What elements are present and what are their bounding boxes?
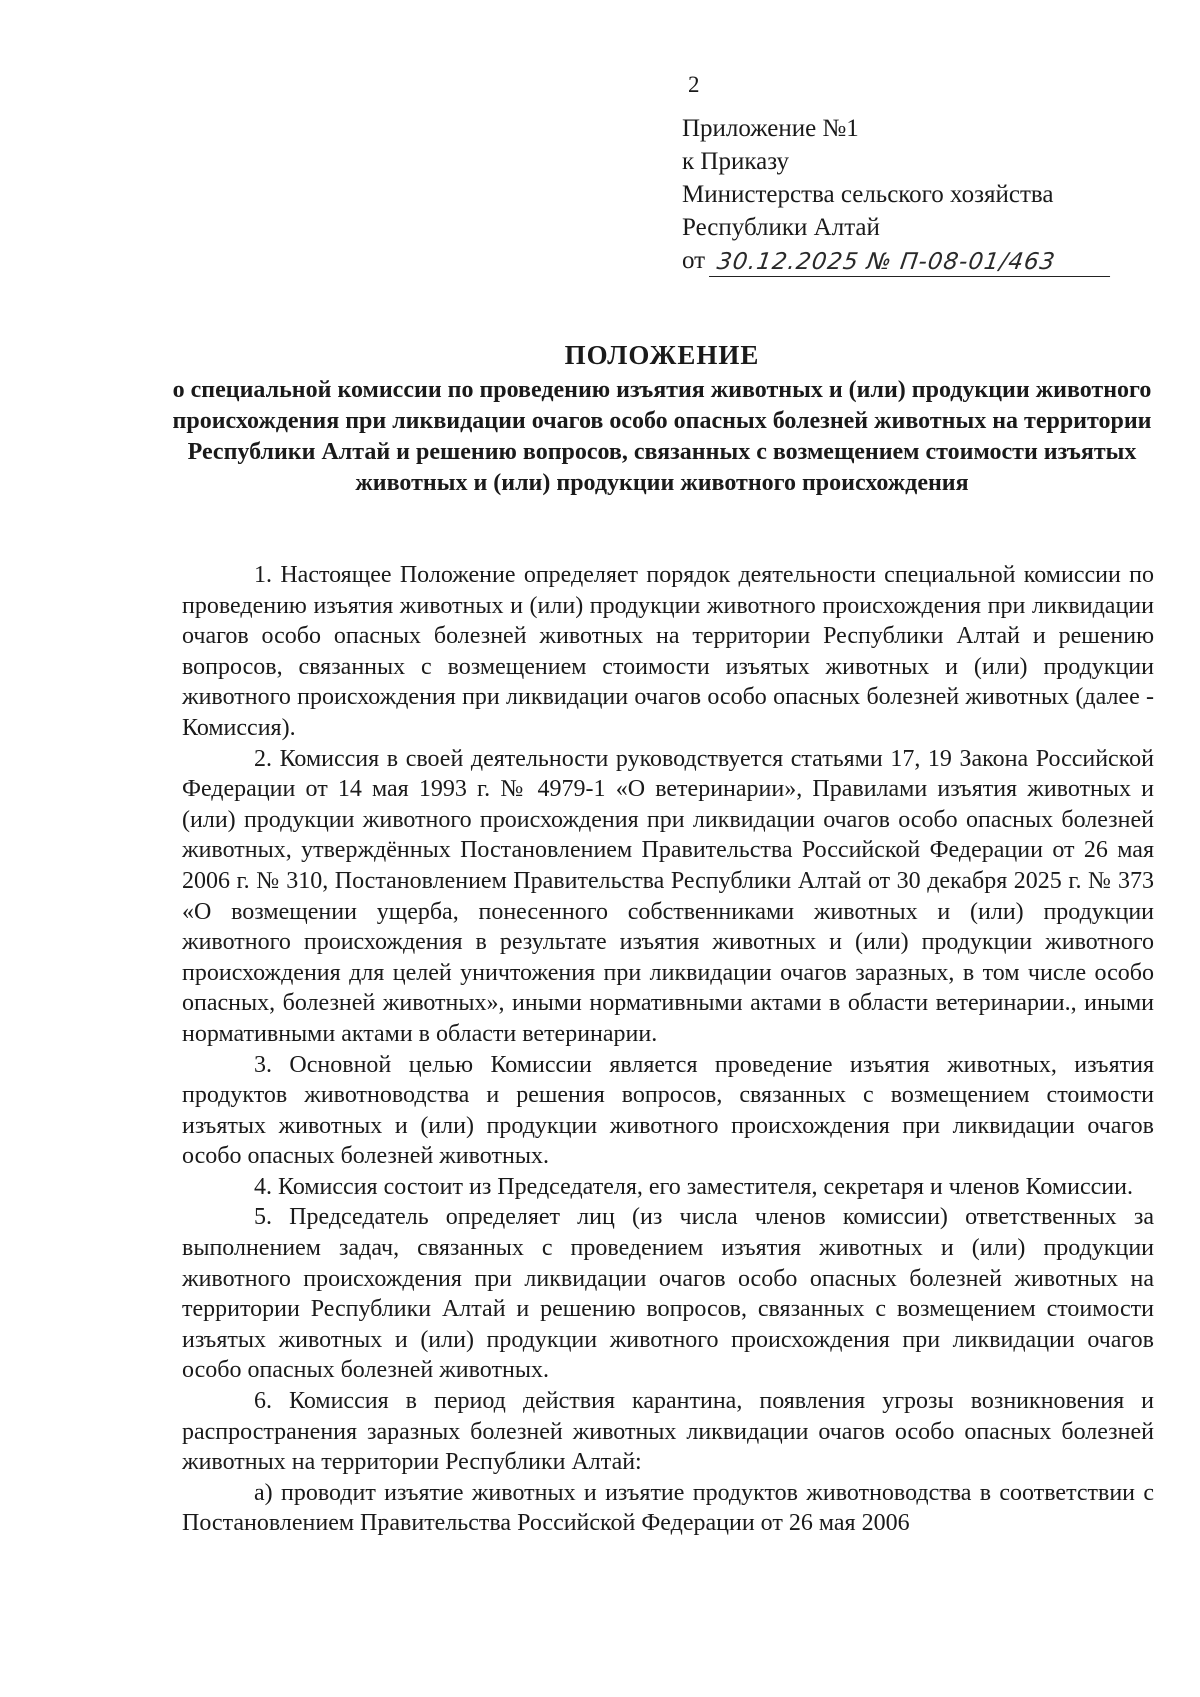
paragraph-4: 4. Комиссия состоит из Председателя, его заместителя, секретаря и членов Комиссии. <box>254 1173 1133 1200</box>
appendix-line: Министерства сельского хозяйства <box>682 181 1054 208</box>
document-subtitle: о специальной комиссии по проведению изъятия животных и (или) продукции животного происхождения при ликвидации очагов особо опасных болезней животных на территории Республики Алтай и решению вопросов, связанных с возмещением стоимости изъятых животных и (или) продукции животного происхождения <box>172 377 1152 496</box>
paragraph-6a: а) проводит изъятие животных и изъятие продуктов животноводства в соответствии с Постановлением Правительства Российской Федерации от 26 мая 2006 <box>182 1479 1154 1537</box>
handwritten-date-number: 30.12.2025 № П-08-01/463 <box>709 248 1114 277</box>
document-title: ПОЛОЖЕНИЕ <box>564 340 760 370</box>
page-number: 2 <box>688 72 700 97</box>
appendix-header <box>682 112 1112 277</box>
paragraph-1: 1. Настоящее Положение определяет порядок деятельности специальной комиссии по проведению изъятия животных и (или) продукции животного происхождения при ликвидации очагов особо опасных болезней животных на территории Республики Алтай и решению вопросов, связанных с возмещением стоимости изъятых животных и (или) продукции животного происхождения при ликвидации очагов особо опасных болезней животных (далее - Комиссия). <box>182 562 1154 741</box>
date-prefix: от <box>682 247 706 274</box>
appendix-line: Республики Алтай <box>682 214 880 241</box>
document-title-block <box>160 340 1164 499</box>
appendix-line: к Приказу <box>682 148 790 175</box>
order-date-line <box>682 244 1112 277</box>
appendix-line: Приложение №1 <box>682 115 859 142</box>
document-body <box>182 560 1154 1539</box>
paragraph-3: 3. Основной целью Комиссии является проведение изъятия животных, изъятия продуктов животноводства и решения вопросов, связанных с возмещением стоимости изъятых животных и (или) продукции животного происхождения при ликвидации очагов особо опасных болезней животных. <box>182 1051 1154 1170</box>
paragraph-2: 2. Комиссия в своей деятельности руководствуется статьями 17, 19 Закона Российской Федерации от 14 мая 1993 г. № 4979-1 «О ветеринарии», Правилами изъятия животных и (или) продукции животного происхождения при ликвидации очагов особо опасных болезней животных, утверждённых Постановлением Правительства Российской Федерации от 26 мая 2006 г. № 310, Постановлением Правительства Республики Алтай от 30 декабря 2025 г. № 373 «О возмещении ущерба, понесенного собственниками животных и (или) продукции животного происхождения в результате изъятия животных и (или) продукции животного происхождения для целей уничтожения при ликвидации очагов заразных, в том числе особо опасных, болезней животных», иными нормативными актами в области ветеринарии., иными нормативными актами в области ветеринарии. <box>182 745 1154 1047</box>
paragraph-5: 5. Председатель определяет лиц (из числа членов комиссии) ответственных за выполнением задач, связанных с проведением изъятия животных и (или) продукции животного происхождения при ликвидации очагов особо опасных болезней животных на территории Республики Алтай и решению вопросов, связанных с возмещением стоимости изъятых животных и (или) продукции животного происхождения при ликвидации очагов особо опасных болезней животных. <box>182 1204 1154 1384</box>
paragraph-6: 6. Комиссия в период действия карантина, появления угрозы возникновения и распространения заразных болезней животных ликвидации очагов особо опасных болезней животных на территории Республики Алтай: <box>182 1388 1154 1476</box>
